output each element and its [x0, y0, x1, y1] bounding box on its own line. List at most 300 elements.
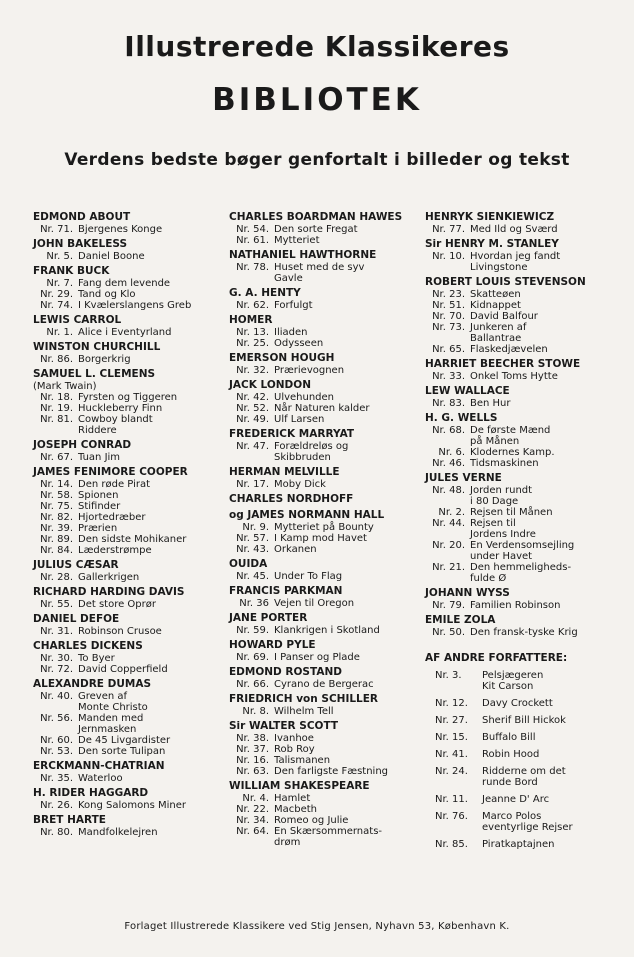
book-number: Nr. 56. [40, 713, 73, 724]
book-entry [229, 441, 425, 463]
author-name: ALEXANDRE DUMAS [33, 678, 152, 690]
book-number: Nr. 61. [236, 235, 269, 246]
author-entry [33, 678, 225, 757]
author-entry [33, 760, 225, 784]
author-entry [425, 211, 630, 235]
book-number: Nr. 47. [236, 441, 269, 452]
book-number: Nr. 69. [236, 652, 269, 663]
author-entry [229, 249, 425, 284]
book-entry [425, 371, 630, 382]
author-name: G. A. HENTY [229, 287, 301, 299]
book-number: Nr. 11. [435, 794, 468, 805]
book-entry [425, 518, 630, 540]
book-entry [33, 490, 225, 501]
author-entry [229, 211, 425, 246]
book-entry [229, 327, 425, 338]
book-entry [425, 311, 630, 322]
book-title: Vejen til Oregon [274, 598, 355, 609]
book-title: Familien Robinson [470, 600, 561, 611]
other-book-entry [425, 766, 630, 788]
author-entry [229, 585, 425, 609]
author-entry [33, 265, 225, 311]
book-entry [425, 224, 630, 235]
other-book-entry [425, 811, 630, 833]
book-title: Den fransk-tyske Krig [470, 627, 578, 638]
book-number: Nr. 37. [236, 744, 269, 755]
book-number: Nr. 75. [40, 501, 73, 512]
book-number: Nr. 21. [432, 562, 465, 573]
author-entry [229, 666, 425, 690]
author-name: ERCKMANN-CHATRIAN [33, 760, 165, 772]
book-title: Hvordan jeg fandt Livingstone [470, 251, 561, 273]
book-title: Daniel Boone [78, 251, 145, 262]
book-number: Nr. 35. [40, 773, 73, 784]
book-entry [229, 403, 425, 414]
book-number: Nr. 25. [236, 338, 269, 349]
author-entry [425, 385, 630, 409]
book-entry [33, 800, 225, 811]
book-entry [425, 322, 630, 344]
book-entry [425, 600, 630, 611]
book-number: Nr. 8. [242, 706, 269, 717]
book-number: Nr. 26. [40, 800, 73, 811]
book-entry [229, 598, 425, 609]
author-entry [229, 493, 425, 555]
book-number: Nr. 83. [432, 398, 465, 409]
author-name: CHARLES NORDHOFF [229, 493, 354, 505]
book-number: Nr. 22. [236, 804, 269, 815]
book-number: Nr. 72. [40, 664, 73, 675]
book-number: Nr. 73. [432, 322, 465, 333]
book-number: Nr. 18. [40, 392, 73, 403]
book-title: Manden med Jernmasken [78, 713, 144, 735]
book-number: Nr. 81. [40, 414, 73, 425]
book-entry [33, 479, 225, 490]
author-name: JANE PORTER [229, 612, 308, 624]
author-name: NATHANIEL HAWTHORNE [229, 249, 377, 261]
book-title: En Skærsommernats- drøm [274, 826, 383, 848]
book-entry [229, 755, 425, 766]
book-title: Rob Roy [274, 744, 315, 755]
author-name: EDMOND ROSTAND [229, 666, 342, 678]
author-entry [425, 614, 630, 638]
author-entry [229, 428, 425, 463]
author-entry [229, 314, 425, 349]
book-number: Nr. 64. [236, 826, 269, 837]
author-name: OUIDA [229, 558, 268, 570]
book-number: Nr. 12. [435, 698, 468, 709]
book-entry [229, 414, 425, 425]
other-book-entry [425, 670, 630, 692]
book-entry [425, 300, 630, 311]
book-number: Nr. 27. [435, 715, 468, 726]
book-title: En Verdensomsejling under Havet [470, 540, 575, 562]
book-entry [33, 664, 225, 675]
book-title: David Copperfield [78, 664, 168, 675]
book-entry [229, 479, 425, 490]
book-title: Fang dem levende [78, 278, 171, 289]
book-entry [33, 713, 225, 735]
author-name: DANIEL DEFOE [33, 613, 120, 625]
book-entry [229, 826, 425, 848]
book-title: Med Ild og Sværd [470, 224, 558, 235]
book-entry [425, 289, 630, 300]
author-name-secondary: og JAMES NORMANN HALL [229, 509, 385, 521]
author-entry [229, 379, 425, 425]
book-title: Prærievognen [274, 365, 345, 376]
book-title: Tuan Jim [78, 452, 121, 463]
book-number: Nr. 76. [435, 811, 468, 822]
author-name: JAMES FENIMORE COOPER [33, 466, 188, 478]
book-number: Nr. 82. [40, 512, 73, 523]
book-title: Iliaden [274, 327, 308, 338]
book-entry [33, 773, 225, 784]
book-entry [229, 392, 425, 403]
author-name: JULIUS CÆSAR [33, 559, 119, 571]
book-number: Nr. 71. [40, 224, 73, 235]
book-title: Den sorte Fregat [274, 224, 358, 235]
book-number: Nr. 34. [236, 815, 269, 826]
author-name: FRANK BUCK [33, 265, 110, 277]
book-number: Nr. 86. [40, 354, 73, 365]
book-number: Nr. 17. [236, 479, 269, 490]
catalog-column-3 [425, 208, 630, 856]
book-entry [229, 625, 425, 636]
book-entry [33, 746, 225, 757]
author-name: FREDERICK MARRYAT [229, 428, 355, 440]
book-number: Nr. 44. [432, 518, 465, 529]
book-number: Nr. 2. [438, 507, 465, 518]
author-entry [33, 787, 225, 811]
author-entry [425, 276, 630, 355]
book-entry [229, 652, 425, 663]
book-title: Den farligste Fæstning [274, 766, 388, 777]
book-title: Borgerkrig [78, 354, 131, 365]
other-book-entry [425, 839, 630, 850]
author-name: ROBERT LOUIS STEVENSON [425, 276, 586, 288]
book-entry [33, 626, 225, 637]
author-entry [229, 612, 425, 636]
book-entry [229, 706, 425, 717]
book-entry [33, 278, 225, 289]
page-title: Illustrerede Klassikeres [124, 30, 510, 63]
author-entry [229, 352, 425, 376]
book-number: Nr. 78. [236, 262, 269, 273]
author-entry [33, 640, 225, 675]
author-name: WINSTON CHURCHILL [33, 341, 161, 353]
author-name: HERMAN MELVILLE [229, 466, 340, 478]
book-number: Nr. 40. [40, 691, 73, 702]
book-number: Nr. 79. [432, 600, 465, 611]
book-entry [33, 545, 225, 556]
book-number: Nr. 68. [432, 425, 465, 436]
book-number: Nr. 19. [40, 403, 73, 414]
book-entry [425, 398, 630, 409]
book-title: Ridderne om det runde Bord [482, 766, 566, 788]
author-entry [229, 720, 425, 777]
book-entry [33, 599, 225, 610]
book-entry [33, 354, 225, 365]
author-name: CHARLES DICKENS [33, 640, 143, 652]
book-title: I Kamp mod Havet [274, 533, 367, 544]
book-number: Nr. 24. [435, 766, 468, 777]
author-entry [33, 341, 225, 365]
book-entry [33, 300, 225, 311]
book-title: Ulf Larsen [274, 414, 325, 425]
book-entry [33, 392, 225, 403]
book-entry [33, 653, 225, 664]
other-book-entry [425, 715, 630, 726]
book-title: Huset med de syv Gavle [274, 262, 365, 284]
author-name: FRANCIS PARKMAN [229, 585, 343, 597]
book-title: Junkeren af Ballantrae [470, 322, 527, 344]
book-title: Når Naturen kalder [274, 403, 370, 414]
book-title: Jorden rundt i 80 Dage [470, 485, 533, 507]
book-number: Nr. 60. [40, 735, 73, 746]
book-title: Onkel Toms Hytte [470, 371, 558, 382]
book-title: Fyrsten og Tiggeren [78, 392, 178, 403]
book-title: De 45 Livgardister [78, 735, 171, 746]
author-entry [33, 238, 225, 262]
book-entry [229, 365, 425, 376]
author-entry [33, 613, 225, 637]
book-title: Davy Crockett [482, 698, 553, 709]
book-title: I Panser og Plade [274, 652, 360, 663]
book-title: To Byer [78, 653, 115, 664]
book-title: Odysseen [274, 338, 324, 349]
book-entry [229, 262, 425, 284]
book-title: Forældreløs og Skibbruden [274, 441, 349, 463]
book-number: Nr. 58. [40, 490, 73, 501]
book-number: Nr. 63. [236, 766, 269, 777]
book-number: Nr. 1. [46, 327, 73, 338]
book-title: Moby Dick [274, 479, 326, 490]
book-number: Nr. 41. [435, 749, 468, 760]
book-number: Nr. 9. [242, 522, 269, 533]
book-number: Nr. 62. [236, 300, 269, 311]
author-name: HOMER [229, 314, 273, 326]
book-title: Flaskedjævelen [470, 344, 548, 355]
book-number: Nr. 3. [435, 670, 462, 681]
book-entry [425, 458, 630, 469]
book-number: Nr. 80. [40, 827, 73, 838]
other-authors-heading: AF ANDRE FORFATTERE: [425, 652, 568, 664]
book-entry [425, 447, 630, 458]
book-number: Nr. 23. [432, 289, 465, 300]
book-title: Tidsmaskinen [470, 458, 539, 469]
book-number: Nr. 46. [432, 458, 465, 469]
author-entry [425, 587, 630, 611]
book-entry [33, 289, 225, 300]
book-number: Nr. 70. [432, 311, 465, 322]
author-name: JULES VERNE [425, 472, 502, 484]
author-entry [33, 368, 225, 436]
book-entry [229, 522, 425, 533]
author-name: LEW WALLACE [425, 385, 510, 397]
book-entry [229, 300, 425, 311]
book-title: Robin Hood [482, 749, 540, 760]
other-authors-section [425, 652, 630, 850]
author-name: FRIEDRICH von SCHILLER [229, 693, 378, 705]
book-title: Den sorte Tulipan [78, 746, 166, 757]
book-number: Nr. 67. [40, 452, 73, 463]
book-entry [33, 512, 225, 523]
book-number: Nr. 15. [435, 732, 468, 743]
book-title: Cyrano de Bergerac [274, 679, 374, 690]
author-name: JOSEPH CONRAD [33, 439, 132, 451]
catalog-column-1 [33, 208, 225, 838]
book-title: De første Mænd på Månen [470, 425, 551, 447]
book-number: Nr. 4. [242, 793, 269, 804]
book-entry [229, 766, 425, 777]
book-entry [425, 507, 630, 518]
book-entry [425, 344, 630, 355]
book-entry [33, 224, 225, 235]
book-number: Nr. 49. [236, 414, 269, 425]
book-number: Nr. 28. [40, 572, 73, 583]
book-number: Nr. 43. [236, 544, 269, 555]
author-name: H. RIDER HAGGARD [33, 787, 149, 799]
book-title: Skatteøen [470, 289, 521, 300]
book-number: Nr. 32. [236, 365, 269, 376]
book-title: Sherif Bill Hickok [482, 715, 566, 726]
book-number: Nr. 65. [432, 344, 465, 355]
book-entry [229, 338, 425, 349]
author-name: Sir WALTER SCOTT [229, 720, 339, 732]
book-title: Ivanhoe [274, 733, 314, 744]
author-entry [229, 558, 425, 582]
book-title: Prærien [78, 523, 118, 534]
book-title: Talismanen [274, 755, 331, 766]
book-entry [229, 815, 425, 826]
book-entry [425, 540, 630, 562]
other-book-entry [425, 749, 630, 760]
book-title: Ben Hur [470, 398, 511, 409]
other-book-entry [425, 698, 630, 709]
book-number: Nr. 52. [236, 403, 269, 414]
book-number: Nr. 55. [40, 599, 73, 610]
book-number: Nr. 39. [40, 523, 73, 534]
author-name: Sir HENRY M. STANLEY [425, 238, 559, 250]
book-entry [33, 691, 225, 713]
book-number: Nr. 57. [236, 533, 269, 544]
book-title: Hamlet [274, 793, 311, 804]
book-number: Nr. 48. [432, 485, 465, 496]
book-title: Greven af Monte Christo [78, 691, 148, 713]
author-name: H. G. WELLS [425, 412, 498, 424]
book-number: Nr. 77. [432, 224, 465, 235]
book-number: Nr. 51. [432, 300, 465, 311]
author-name: RICHARD HARDING DAVIS [33, 586, 185, 598]
book-entry [229, 679, 425, 690]
book-number: Nr. 89. [40, 534, 73, 545]
author-name: EMILE ZOLA [425, 614, 496, 626]
book-entry [229, 533, 425, 544]
book-title: Robinson Crusoe [78, 626, 162, 637]
book-number: Nr. 84. [40, 545, 73, 556]
author-entry [33, 314, 225, 338]
book-title: Orkanen [274, 544, 317, 555]
book-title: Buffalo Bill [482, 732, 536, 743]
book-entry [33, 572, 225, 583]
book-title: Waterloo [78, 773, 123, 784]
page-subtitle: Verdens bedste bøger genfortalt i billeder og tekst [64, 150, 570, 170]
book-number: Nr. 5. [46, 251, 73, 262]
book-title: Gallerkrigen [78, 572, 140, 583]
book-title: Huckleberry Finn [78, 403, 163, 414]
book-number: Nr. 30. [40, 653, 73, 664]
book-title: Spionen [78, 490, 119, 501]
author-entry [33, 211, 225, 235]
author-name: WILLIAM SHAKESPEARE [229, 780, 370, 792]
author-name: BRET HARTE [33, 814, 106, 826]
author-name: HARRIET BEECHER STOWE [425, 358, 581, 370]
author-entry [425, 358, 630, 382]
book-entry [229, 733, 425, 744]
book-title: Cowboy blandt Riddere [78, 414, 153, 436]
book-entry [33, 501, 225, 512]
book-entry [425, 562, 630, 584]
book-entry [229, 744, 425, 755]
book-number: Nr. 74. [40, 300, 73, 311]
author-entry [33, 439, 225, 463]
book-title: Pelsjægeren Kit Carson [482, 670, 544, 692]
author-name: JACK LONDON [229, 379, 311, 391]
book-number: Nr. 16. [236, 755, 269, 766]
book-title: Alice i Eventyrland [78, 327, 172, 338]
book-title: Den røde Pirat [78, 479, 151, 490]
book-number: Nr. 10. [432, 251, 465, 262]
column-3-authors [425, 211, 630, 638]
author-entry [33, 814, 225, 838]
book-title: Under To Flag [274, 571, 343, 582]
book-title: Mytteriet [274, 235, 320, 246]
book-number: Nr. 7. [46, 278, 73, 289]
book-number: Nr. 45. [236, 571, 269, 582]
author-entry [229, 466, 425, 490]
author-name: JOHN BAKELESS [33, 238, 128, 250]
book-title: Bjergenes Konge [78, 224, 163, 235]
book-number: Nr. 6. [438, 447, 465, 458]
other-book-entry [425, 794, 630, 805]
book-title: I Kvælerslangens Greb [78, 300, 192, 311]
book-number: Nr. 14. [40, 479, 73, 490]
book-number: Nr. 33. [432, 371, 465, 382]
book-title: Romeo og Julie [274, 815, 349, 826]
book-title: Læderstrømpe [78, 545, 152, 556]
book-entry [33, 523, 225, 534]
author-entry [425, 238, 630, 273]
book-entry [33, 534, 225, 545]
other-authors-list [425, 670, 630, 850]
book-entry [229, 804, 425, 815]
book-entry [425, 627, 630, 638]
author-name: HENRYK SIENKIEWICZ [425, 211, 555, 223]
book-title: Stifinder [78, 501, 121, 512]
book-number: Nr. 53. [40, 746, 73, 757]
author-entry [33, 559, 225, 583]
author-entry [229, 287, 425, 311]
catalog-column-2 [229, 208, 425, 848]
author-entry [229, 780, 425, 848]
book-title: Mytteriet på Bounty [274, 522, 374, 533]
book-entry [229, 571, 425, 582]
author-name: JOHANN WYSS [425, 587, 510, 599]
author-entry [33, 466, 225, 556]
book-number: Nr. 13. [236, 327, 269, 338]
other-book-entry [425, 732, 630, 743]
author-entry [229, 693, 425, 717]
